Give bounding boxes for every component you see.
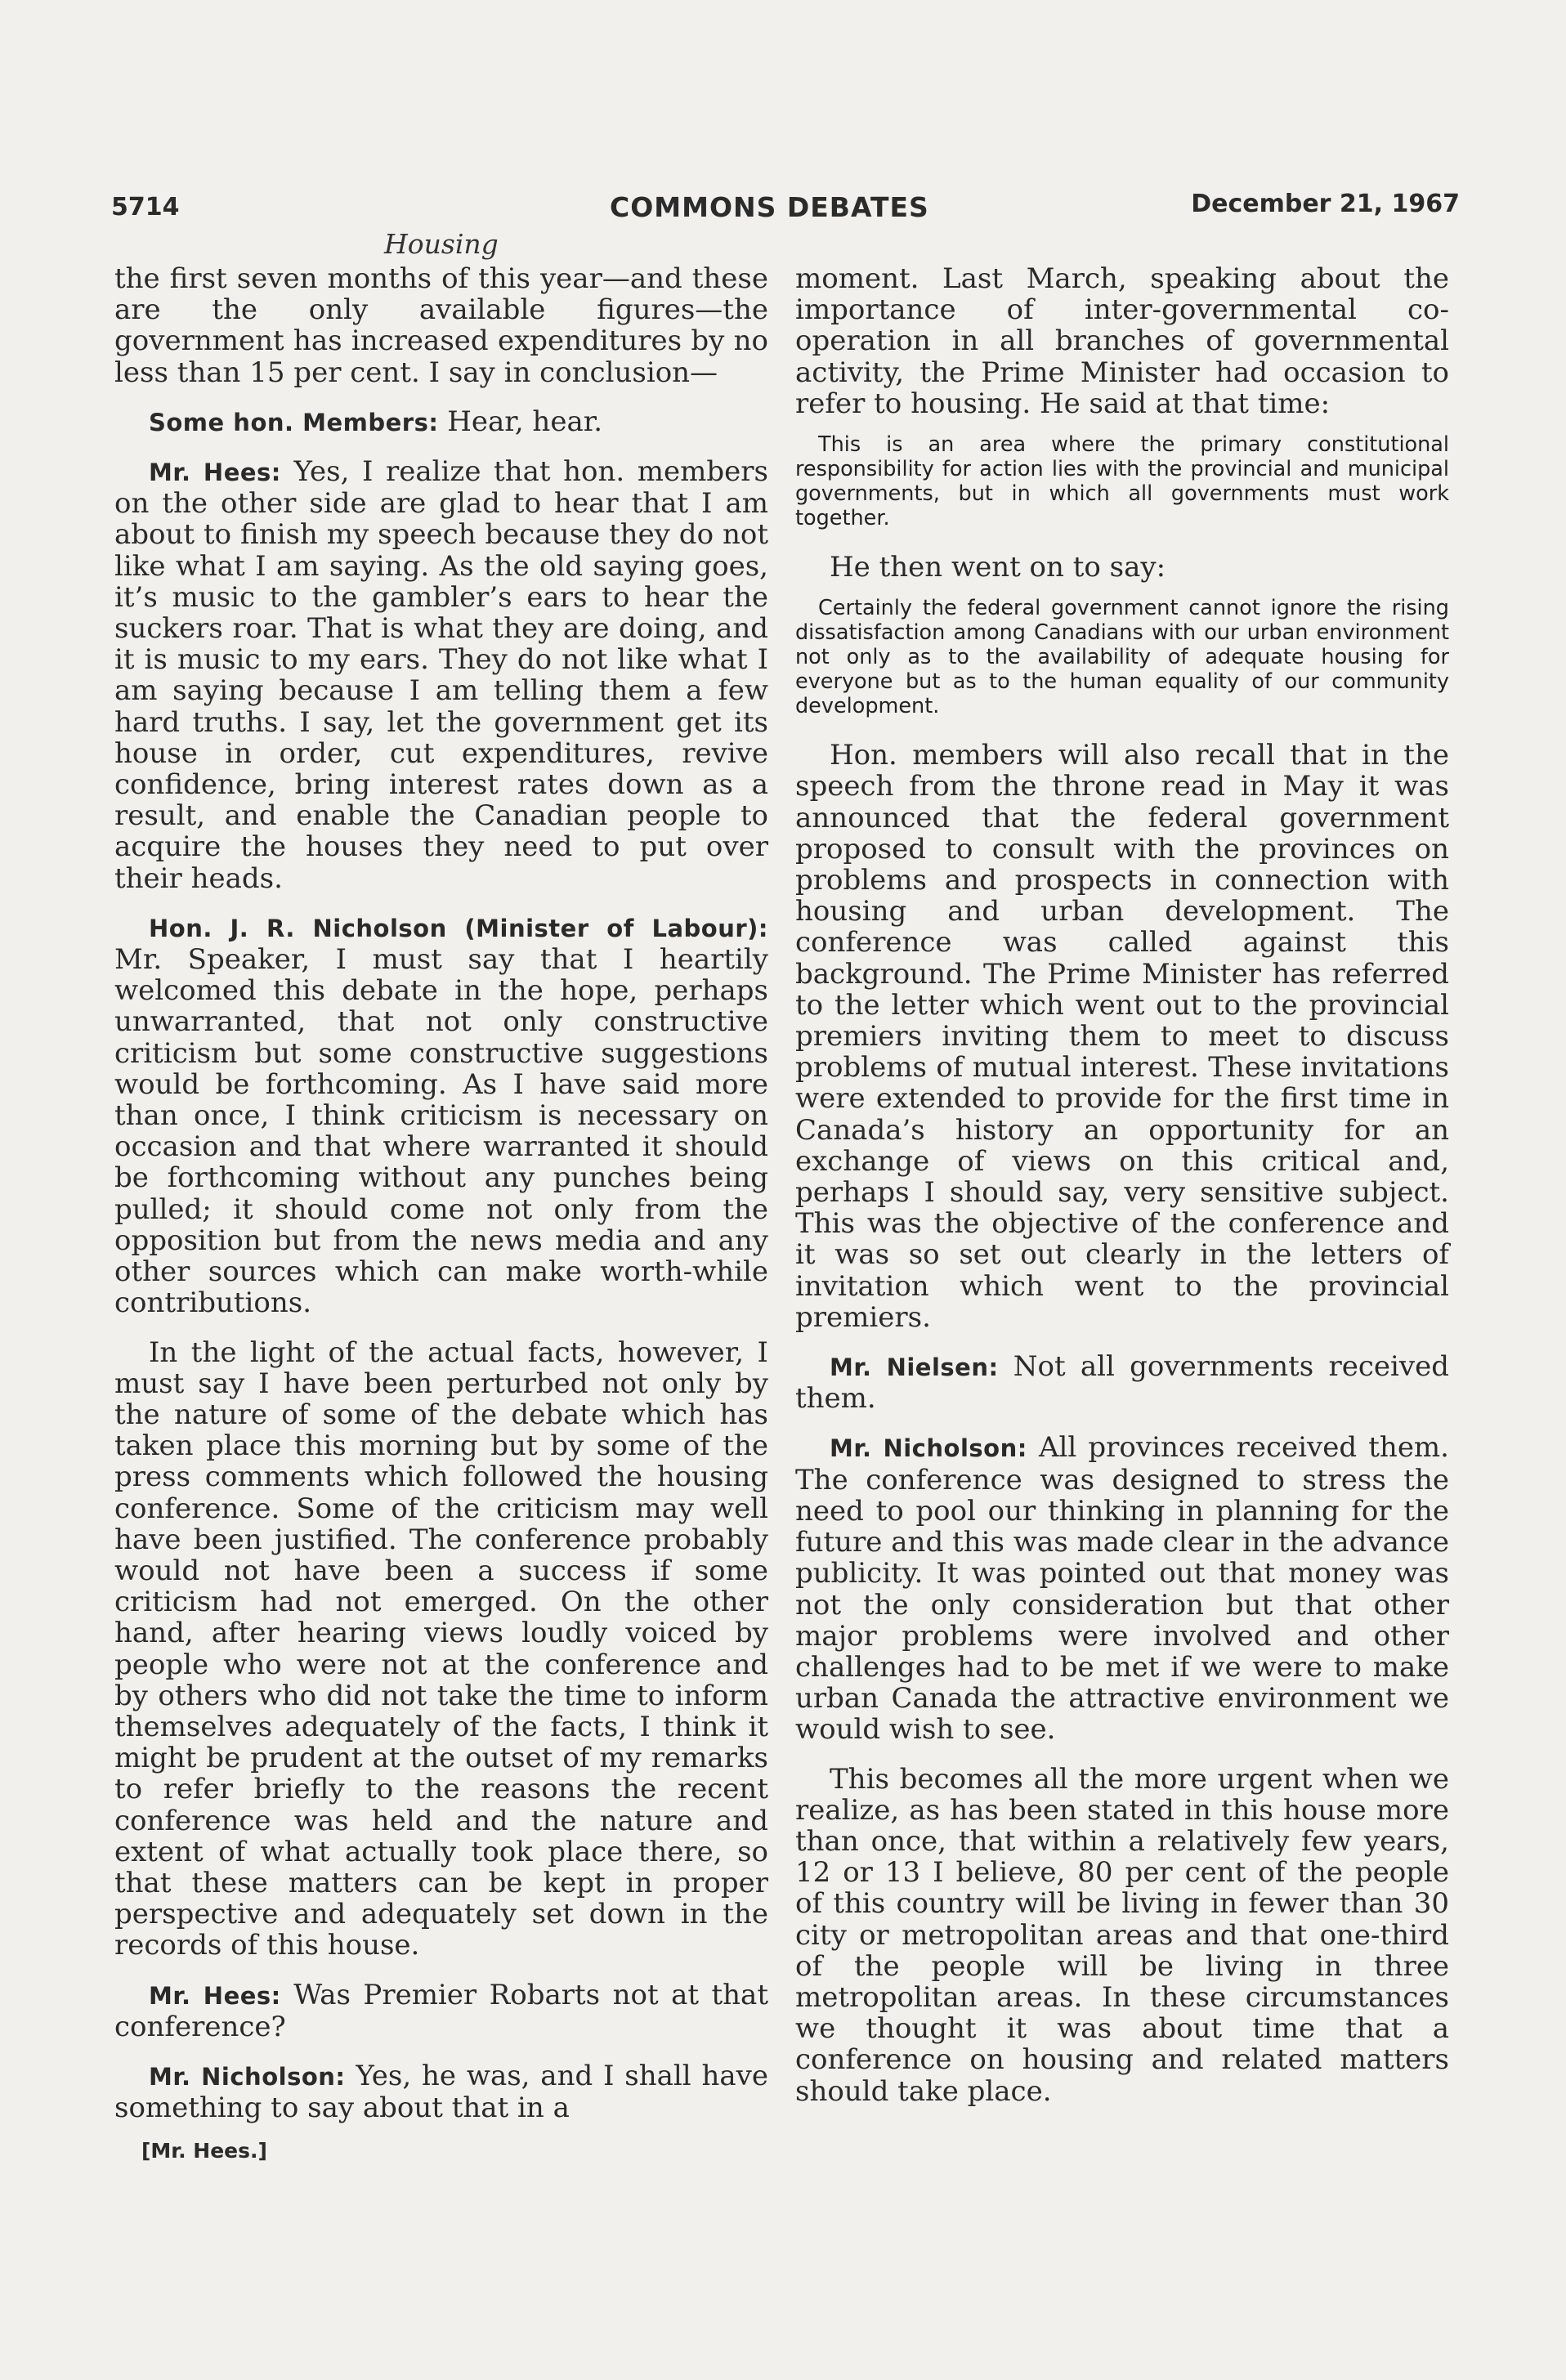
paragraph-text: Mr. Speaker, I must say that I heartily welcomed this debate in the hope, perhaps unwarranted, that not only constructive criticism but some constructive suggestions would be forthcoming. As I have said more than once, I think criticism is necessary on occasion and that where warranted it should be forthcoming without any punches being pulled; it should come not only from the opposition but from the news media and any other sources which can make worth-while contributions. bbox=[114, 943, 768, 1320]
paragraph bbox=[114, 1980, 768, 2042]
header-date: December 21, 1967 bbox=[1191, 190, 1460, 218]
paragraph-text: Yes, he was, and I shall have something to say about that in a bbox=[114, 2059, 768, 2125]
paragraph bbox=[114, 912, 768, 1319]
page-number: 5714 bbox=[111, 193, 180, 221]
speaker-name: Some hon. Members: bbox=[149, 408, 439, 436]
speaker-name: Hon. J. R. Nicholson (Minister of Labour): bbox=[149, 914, 768, 942]
block-quote: This is an area where the primary constitutional responsibility for action lies with the provincial and municipal governments, but in which all governments must work together. bbox=[795, 432, 1449, 531]
paragraph bbox=[114, 263, 768, 388]
paragraph bbox=[795, 1351, 1449, 1414]
paragraph-text: the first seven months of this year—and these are the only available figures—the government has increased expenditures by no less than 15 per cent. I say in conclusion— bbox=[114, 262, 768, 389]
block-quote: Certainly the federal government cannot ignore the rising dissatisfaction among Canadians with our urban environment not only as to the availability of adequate housing for everyone but as to the human equality of our community development. bbox=[795, 596, 1449, 719]
paragraph-text: In the light of the actual facts, however, I must say I have been perturbed not only by the nature of some of the debate which has taken place this morning but by some of the press comments which followed the housing conference. Some of the criticism may well have been justified. The conference probably would not have been a success if some criticism had not emerged. On the other hand, after hearing views loudly voiced by people who were not at the conference and by others who did not take the time to inform themselves adequately of the facts, I think it might be prudent at the outset of my remarks to refer briefly to the reasons the recent conference was held and the nature and extent of what actually took place there, so that these matters can be kept in proper perspective and adequately set down in the records of this house. bbox=[114, 1335, 768, 1962]
paragraph: He then went on to say: bbox=[830, 551, 1166, 584]
paragraph-text: Not all governments received them. bbox=[795, 1350, 1449, 1416]
paragraph-text: All provinces received them. The conference was designed to stress the need to pool our thinking in planning for the future and this was made clear in the advance publicity. It was pointed out that money was not the only consideration but that other major problems were involved and other challenges had to be met if we were to make urban Canada the attractive environment we would wish to see. bbox=[795, 1431, 1449, 1747]
page-header bbox=[111, 185, 1460, 226]
paragraph bbox=[114, 1337, 768, 1962]
paragraph bbox=[114, 406, 768, 438]
paragraph: moment. Last March, speaking about the importance of inter-governmental co-operation in all branches of governmental activity, the Prime Minister had occasion to refer to housing. He said at that time: bbox=[795, 262, 1449, 420]
paragraph-text: Hear, hear. bbox=[438, 405, 603, 438]
speaker-name: Mr. Nicholson: bbox=[830, 1434, 1027, 1463]
paragraph bbox=[114, 2060, 768, 2123]
paragraph-text: Yes, I realize that hon. members on the other side are glad to hear that I am about to finish my speech because they do not like what I am saying. As the old saying goes, it’s music to the gambler’s ears to hear the suckers roar. That is what they are doing, and it is music to my ears. They do not like what I am saying because I am telling them a few hard truths. I say, let the government get its house in order, cut expenditures, revive confidence, bring interest rates down as a result, and enable the Canadian people to acquire the houses they need to put over their heads. bbox=[114, 455, 768, 895]
speaker-name: Mr. Hees: bbox=[149, 459, 281, 487]
section-heading: Housing bbox=[384, 228, 499, 260]
publication-title: COMMONS DEBATES bbox=[610, 191, 929, 223]
paragraph bbox=[795, 1432, 1449, 1745]
speaker-name: Mr. Nielsen: bbox=[830, 1353, 999, 1382]
left-column bbox=[114, 263, 768, 2141]
paragraph: This becomes all the more urgent when we realize, as has been stated in this house more than once, that within a relatively few years, 12 or 13 I believe, 80 per cent of the people of this country will be living in fewer than 30 city or metropolitan areas and that one-third of the people will be living in three metropolitan areas. In these circumstances we thought it was about time that a conference on housing and related matters should take place. bbox=[795, 1762, 1449, 2108]
paragraph-text: Was Premier Robarts not at that conference? bbox=[114, 1978, 768, 2043]
speaker-name: Mr. Nicholson: bbox=[149, 2062, 346, 2091]
paragraph bbox=[114, 456, 768, 894]
paragraph: Hon. members will also recall that in the speech from the throne read in May it was announced that the federal government proposed to consult with the provinces on problems and prospects in connection with housing and urban development. The conference was called against this background. The Prime Minister has referred to the letter which went out to the provincial premiers inviting them to meet to discuss problems of mutual interest. These invitations were extended to provide for the first time in Canada’s history an opportunity for an exchange of views on this critical and, perhaps I should say, very sensitive subject. This was the objective of the conference and it was so set out clearly in the letters of invitation which went to the provincial premiers. bbox=[795, 739, 1449, 1334]
right-column bbox=[795, 263, 1449, 2125]
page-footer: [Mr. Hees.] bbox=[141, 2139, 267, 2163]
speaker-name: Mr. Hees: bbox=[149, 1981, 281, 2010]
